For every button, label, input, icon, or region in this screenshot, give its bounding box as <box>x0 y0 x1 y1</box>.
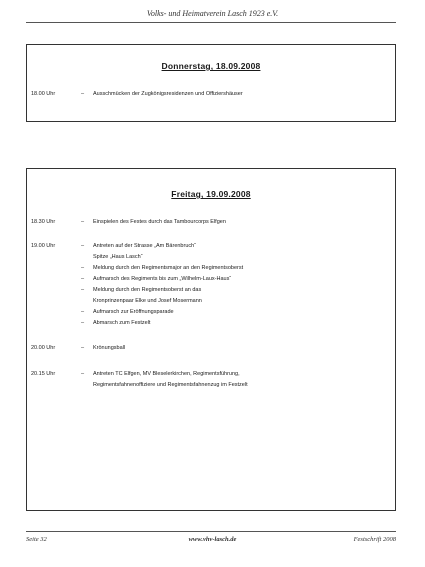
entry-dash: – <box>81 345 85 351</box>
entry-dash: – <box>81 287 85 293</box>
entry-dash: – <box>81 371 85 377</box>
entry-dash: – <box>81 320 85 326</box>
header-divider <box>26 22 396 23</box>
entry-text: Kronprinzenpaar Elke und Josef Mosermann <box>93 297 202 304</box>
entry-dash: – <box>81 309 85 315</box>
entry-time: 18.30 Uhr <box>31 219 56 225</box>
entry-dash: – <box>81 91 85 97</box>
entry-text: Aufmarsch zur Eröffnungsparade <box>93 309 174 315</box>
entry-text: Meldung durch den Regimentsmajor an den Regimentsoberst <box>93 265 244 271</box>
entry-time: 20.00 Uhr <box>31 345 56 351</box>
page-number: Seite 32 <box>26 536 47 543</box>
entry-text: Antreten TC Elfgen, MV Bleselerkirchen, Regimentsführung, <box>93 371 240 377</box>
thursday-title: Donnerstag, 18.09.2008 <box>161 61 261 71</box>
entry-dash: – <box>81 265 85 271</box>
entry-dash: – <box>81 276 85 282</box>
entry-text: Abmarsch zum Festzelt <box>93 320 151 326</box>
entry-text: Antreten auf der Strasse „Am Bärenbruch“ <box>93 243 197 249</box>
footer-divider <box>26 531 396 532</box>
entry-time: 19.00 Uhr <box>31 243 56 249</box>
entry-dash: – <box>81 219 85 225</box>
friday-title: Freitag, 19.09.2008 <box>171 189 251 199</box>
footer-url: www.vhv-lasch.de <box>188 536 237 543</box>
entry-time: 20.15 Uhr <box>31 371 56 377</box>
page-header: Volks- und Heimatverein Lasch 1923 e.V. <box>146 9 279 18</box>
entry-text: Krönungsball <box>93 345 126 351</box>
entry-text: Regimentsfahnenoffiziere und Regimentsfahnenzug im Festzelt <box>93 381 248 388</box>
entry-text: Spitze „Haus Lasch“ <box>93 253 143 260</box>
thursday-schedule-box <box>26 44 396 122</box>
entry-dash: – <box>81 243 85 249</box>
entry-text: Aufmarsch des Regiments bis zum „Wilhelm-Laux-Haus“ <box>93 276 232 282</box>
entry-text: Einspielen des Festes durch das Tambourcorps Elfgen <box>93 219 226 225</box>
publication-name: Festschrift 2008 <box>353 536 396 543</box>
entry-time: 18.00 Uhr <box>31 91 56 97</box>
friday-schedule-box <box>26 168 396 511</box>
entry-text: Meldung durch den Regimentsoberst an das <box>93 287 202 293</box>
entry-text: Ausschmücken der Zugkönigsresidenzen und Offiziershäuser <box>93 91 243 97</box>
